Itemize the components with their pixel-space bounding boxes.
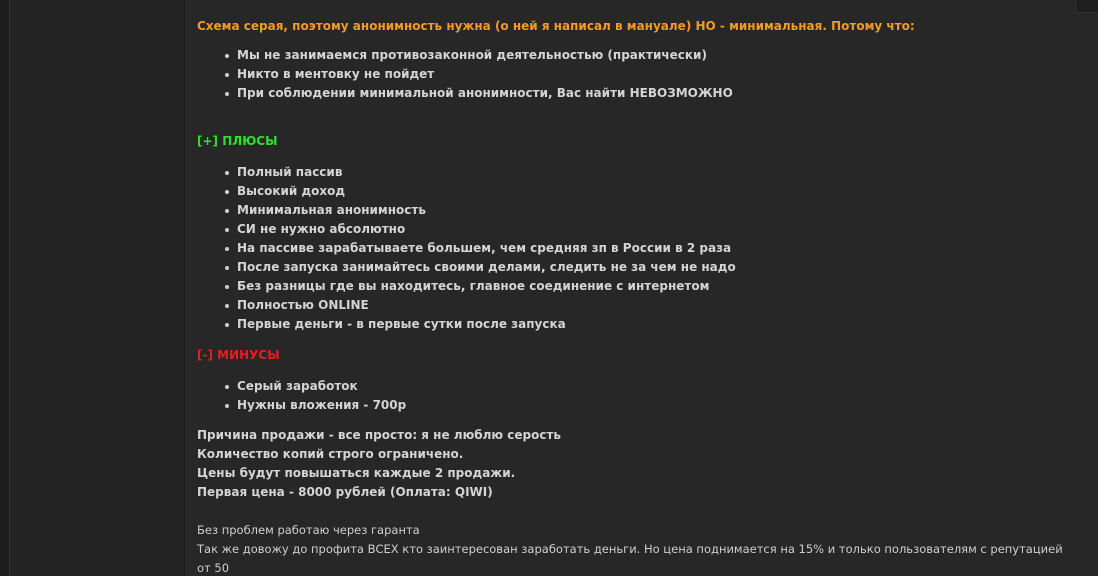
sale-line: Количество копий строго ограничено.	[197, 447, 464, 461]
list-item: Никто в ментовку не пойдет	[197, 65, 1077, 84]
forum-post	[185, 0, 1098, 576]
pros-heading: [+] ПЛЮСЫ	[197, 134, 278, 148]
post-content	[197, 17, 1077, 576]
left-rail	[0, 0, 10, 576]
post-corner-tab	[1075, 0, 1098, 13]
list-item: Высокий доход	[197, 182, 1077, 201]
sale-info	[197, 426, 1077, 502]
cons-heading: [-] МИНУСЫ	[197, 348, 280, 362]
sale-line: Первая цена - 8000 рублей (Оплата: QIWI)	[197, 485, 493, 499]
list-item: При соблюдении минимальной анонимности, Вас найти НЕВОЗМОЖНО	[197, 84, 1077, 103]
list-item: После запуска занимайтесь своими делами, следить не за чем не надо	[197, 258, 1077, 277]
sale-line: Цены будут повышаться каждые 2 продажи.	[197, 466, 516, 480]
list-item: СИ не нужно абсолютно	[197, 220, 1077, 239]
list-item: На пассиве зарабатываете большем, чем средняя зп в России в 2 раза	[197, 239, 1077, 258]
list-item: Полный пассив	[197, 163, 1077, 182]
list-item: Минимальная анонимность	[197, 201, 1077, 220]
intro-text: Схема серая, поэтому анонимность нужна (о ней я написал в мануале) НО - минимальная. Потому что:	[197, 19, 915, 33]
list-item: Полностью ONLINE	[197, 296, 1077, 315]
list-item: Без разницы где вы находитесь, главное соединение с интернетом	[197, 277, 1077, 296]
intro-list	[197, 46, 1077, 103]
footer-line: Так же довожу до профита ВСЕХ кто заинтересован заработать деньги. Но цена поднимается на 15% и только пользователям с репутацией от 50	[197, 542, 1063, 575]
list-item: Серый заработок	[197, 377, 1077, 396]
list-item: Нужны вложения - 700р	[197, 396, 1077, 415]
cons-list	[197, 377, 1077, 415]
sale-line: Причина продажи - все просто: я не люблю серость	[197, 428, 561, 442]
post-author-column	[10, 0, 185, 576]
footer-line: Без проблем работаю через гаранта	[197, 523, 420, 537]
pros-list	[197, 163, 1077, 334]
list-item: Первые деньги - в первые сутки после запуска	[197, 315, 1077, 334]
post-footer	[197, 521, 1077, 576]
list-item: Мы не занимаемся противозаконной деятельностью (практически)	[197, 46, 1077, 65]
